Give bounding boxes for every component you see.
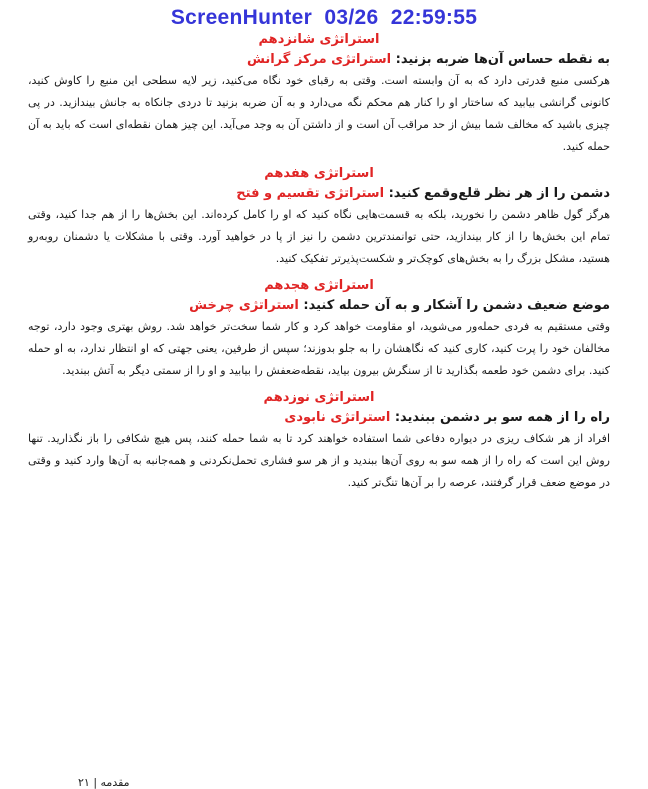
section-19 — [28, 388, 610, 494]
section-16 — [28, 30, 610, 158]
section-title: استراتژی هجدهم — [264, 278, 374, 293]
section-title: استراتژی شانزدهم — [258, 32, 380, 47]
section-body: وقتی مستقیم به فردی حمله‌ور می‌شوید، او مقاومت خواهد کرد و کار شما سخت‌تر خواهد شد. روش بهتری وجود دارد، توجه مخالفان خود را پرت کنید، کاری کنید که نگاهشان را به جلو بدوزند؛ سپس از طرفین، یعنی جهتی که او انتظار ندارد، به او حمله کنید. برای دشمن خود طعمه بگذارید تا از سنگرش بیرون بیاید، نقطه‌ضعفش را بیابید و او را از سمتی دیگر به آتش ببندید. — [28, 320, 610, 377]
strategy-name: استراتژی تقسیم و فتح — [236, 186, 385, 201]
section-subheading — [28, 184, 610, 204]
section-title: استراتژی نوزدهم — [263, 390, 375, 405]
document-page — [28, 30, 610, 494]
section-subheading — [28, 408, 610, 428]
subheading-text: موضع ضعیف دشمن را آشکار و به آن حمله کنید: — [303, 298, 610, 313]
section-body: هرکسی منبع قدرتی دارد که به آن وابسته است. وقتی به رقبای خود نگاه می‌کنید، زیر لایه سطحی این منبع را کاوش کنید، کانونی گرانشی بیابید که ساختار او را کنار هم محکم نگه می‌دارد و به آن ضربه بزنید تا دردی جانکاه به جانش بیندازید. در پی چیزی باشید که مخالف شما بیش از حد مراقب آن است و از داشتن آن به وجد می‌آید. این چیز همان نقطه‌ای است که باید به آن حمله کنید. — [28, 74, 610, 153]
section-body: افراد از هر شکاف ریزی در دیواره دفاعی شما استفاده خواهند کرد تا به شما حمله کنند، پس هیچ شکافی را باز نگذارید. تنها روش این است که راه را از همه سو به روی آن‌ها ببندید و از هر سو فشاری تحمل‌نکردنی و همه‌جانبه به آن‌ها وارد کنید و وقتی در موضع ضعف قرار گرفتند، عرصه را بر آن‌ها تنگ‌تر کنید. — [28, 432, 610, 489]
subheading-text: راه را از همه سو بر دشمن ببندید: — [394, 410, 610, 425]
strategy-name: استراتژی چرخش — [189, 298, 299, 313]
strategy-name: استراتژی مرکز گرانش — [246, 52, 392, 67]
page-number: مقدمه | ۲۱ — [78, 776, 130, 789]
strategy-name: استراتژی نابودی — [284, 410, 391, 425]
subheading-text: دشمن را از هر نظر قلع‌وقمع کنید: — [388, 186, 610, 201]
section-17 — [28, 164, 610, 270]
subheading-text: به نقطه حساس آن‌ها ضربه بزنید: — [395, 52, 610, 67]
section-subheading — [28, 50, 610, 70]
section-subheading — [28, 296, 610, 316]
section-18 — [28, 276, 610, 382]
section-title: استراتژی هفدهم — [264, 166, 374, 181]
section-body: هرگز گول ظاهر دشمن را نخورید، بلکه به قسمت‌هایی نگاه کنید که او را کامل کرده‌اند. این بخش‌ها را از هم جدا کنید، وقتی تمام این بخش‌ها را از کار بیندازید، حتی توانمندترین دشمن را نیز از پا در خواهید آورد. وقتی با مشکلات یا دشمنان روبه‌رو هستید، مشکل بزرگ را به بخش‌های کوچک‌تر و شکست‌پذیرتر تفکیک کنید. — [28, 208, 610, 265]
screenhunter-watermark: ScreenHunter 03/26 22:59:55 — [170, 6, 478, 29]
